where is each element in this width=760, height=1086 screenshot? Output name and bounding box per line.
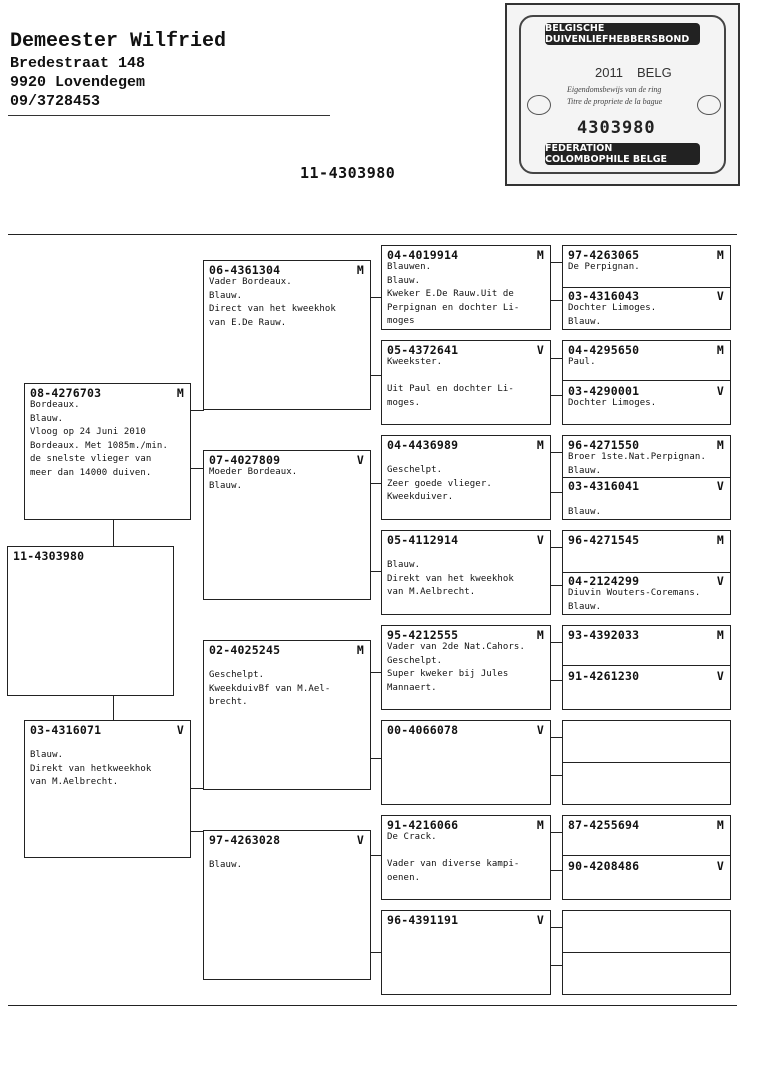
pair-divider <box>563 287 730 288</box>
stamp-bottom-banner: FEDERATION COLOMBOPHILE BELGE <box>545 143 700 165</box>
sex-marker: M <box>716 533 724 547</box>
sex-marker: V <box>176 723 184 737</box>
owner-city: 9920 Lovendegem <box>10 74 146 91</box>
connector <box>550 832 562 833</box>
pigeon-notes: Geschelpt. KweekduivBf van M.Ael- brecht. <box>209 670 331 707</box>
connector <box>550 737 562 738</box>
connector <box>550 585 562 586</box>
connector <box>190 788 204 789</box>
sex-marker: M <box>716 438 724 452</box>
connector <box>550 965 562 966</box>
connector <box>550 680 562 681</box>
ring-number: 08-4276703 <box>30 386 102 400</box>
sex-marker: V <box>716 859 724 873</box>
pair-divider <box>563 572 730 573</box>
ring-number: 04-4019914 <box>387 248 459 262</box>
stamp-top-banner: BELGISCHE DUIVENLIEFHEBBERSBOND <box>545 23 700 45</box>
owner-street: Bredestraat 148 <box>10 55 146 72</box>
pigeon-card-pair <box>562 435 731 520</box>
pigeon-card-great-grandparent <box>381 910 551 995</box>
pigeon-card-granddam-maternal <box>203 830 371 980</box>
owner-block <box>10 30 226 111</box>
ring-number: 03-4316071 <box>30 723 102 737</box>
pigeon-card-subject <box>7 546 174 696</box>
connector <box>550 262 562 263</box>
ring-number: 97-4263028 <box>209 833 281 847</box>
sex-marker: V <box>716 289 724 303</box>
pigeon-card-great-grandparent <box>381 530 551 615</box>
ring-number: 05-4112914 <box>387 533 459 547</box>
sex-marker: V <box>716 669 724 683</box>
pigeon-card-pair <box>562 720 731 805</box>
sex-marker: V <box>536 343 544 357</box>
stamp-line-2: Titre de propriete de la bague <box>567 97 663 106</box>
pigeon-card-granddam-paternal <box>203 450 371 600</box>
connector <box>550 870 562 871</box>
pigeon-notes: Broer 1ste.Nat.Perpignan. Blauw. <box>568 452 706 476</box>
ring-number: 93-4392033 <box>568 628 640 642</box>
pigeon-notes: Moeder Bordeaux. Blauw. <box>209 467 298 491</box>
owner-name: Demeester Wilfried <box>10 30 227 53</box>
connector <box>550 775 562 776</box>
ring-number: 06-4361304 <box>209 263 281 277</box>
connector <box>550 642 562 643</box>
ring-number: 04-4295650 <box>568 343 640 357</box>
stamp-country: BELG <box>637 65 672 80</box>
pigeon-notes: Kweekster. Uit Paul en dochter Li- moges. <box>387 357 514 408</box>
sex-marker: M <box>716 628 724 642</box>
connector <box>550 300 562 301</box>
pigeon-card-mother <box>24 720 191 858</box>
top-rule <box>8 234 737 235</box>
ring-number: 91-4261230 <box>568 669 640 683</box>
pigeon-card-father <box>24 383 191 520</box>
pigeon-notes: Vader Bordeaux. Blauw. Direct van het kweekhok van E.De Rauw. <box>209 277 336 328</box>
pigeon-card-pair <box>562 245 731 330</box>
sex-marker: V <box>716 574 724 588</box>
sex-marker: M <box>356 263 364 277</box>
sex-marker: V <box>716 479 724 493</box>
pigeon-card-grandsire-paternal <box>203 260 371 410</box>
sex-marker: V <box>536 533 544 547</box>
ring-number: 96-4271550 <box>568 438 640 452</box>
pigeon-card-great-grandparent <box>381 245 551 330</box>
ownership-certificate-stamp <box>505 3 740 186</box>
ring-number: 91-4216066 <box>387 818 459 832</box>
ring-number: 96-4391191 <box>387 913 459 927</box>
connector <box>550 927 562 928</box>
sex-marker: M <box>536 818 544 832</box>
stamp-line-1: Eigendomsbewijs van de ring <box>567 85 662 94</box>
pair-divider <box>563 665 730 666</box>
pigeon-card-great-grandparent <box>381 815 551 900</box>
pigeon-card-pair <box>562 340 731 425</box>
pigeon-card-great-grandparent <box>381 435 551 520</box>
connector <box>113 519 114 547</box>
sex-marker: V <box>536 723 544 737</box>
pigeon-notes: De Perpignan. <box>568 262 640 272</box>
ring-number: 87-4255694 <box>568 818 640 832</box>
sex-marker: M <box>356 643 364 657</box>
sex-marker: M <box>716 818 724 832</box>
bottom-rule <box>8 1005 737 1006</box>
owner-phone: 09/3728453 <box>10 93 101 110</box>
pigeon-card-pair <box>562 530 731 615</box>
connector <box>550 492 562 493</box>
sex-marker: V <box>536 913 544 927</box>
pigeon-notes: Blauw. <box>209 860 243 870</box>
pigeon-card-great-grandparent <box>381 340 551 425</box>
ring-number: 90-4208486 <box>568 859 640 873</box>
ring-number: 05-4372641 <box>387 343 459 357</box>
sex-marker: V <box>716 384 724 398</box>
sex-marker: V <box>356 453 364 467</box>
ring-number: 00-4066078 <box>387 723 459 737</box>
pigeon-notes: Blauwen. Blauw. Kweker E.De Rauw.Uit de Perpignan en dochter Li- moges <box>387 262 520 326</box>
ring-number: 02-4025245 <box>209 643 281 657</box>
sex-marker: M <box>176 386 184 400</box>
ring-number: 04-2124299 <box>568 574 640 588</box>
sex-marker: M <box>536 628 544 642</box>
ring-number: 03-4316041 <box>568 479 640 493</box>
main-ring-number: 11-4303980 <box>300 164 396 182</box>
sex-marker: M <box>536 438 544 452</box>
pair-divider <box>563 762 730 763</box>
sex-marker: M <box>716 248 724 262</box>
connector <box>190 468 204 469</box>
pair-divider <box>563 380 730 381</box>
crown-icon <box>697 95 721 115</box>
connector <box>550 547 562 548</box>
pigeon-notes: Blauw. Direkt van het kweekhok van M.Aelbrecht. <box>387 560 514 597</box>
pigeon-notes: Paul. <box>568 357 596 367</box>
ring-number: 03-4290001 <box>568 384 640 398</box>
ring-number: 03-4316043 <box>568 289 640 303</box>
stamp-year: 2011 <box>595 65 623 80</box>
connector <box>190 410 204 411</box>
owner-divider <box>8 115 330 116</box>
pigeon-card-pair <box>562 625 731 710</box>
pigeon-notes: Blauw. <box>568 506 602 517</box>
pigeon-card-great-grandparent <box>381 625 551 710</box>
connector <box>550 452 562 453</box>
ring-number: 07-4027809 <box>209 453 281 467</box>
pigeon-notes: Vader van 2de Nat.Cahors. Geschelpt. Super kweker bij Jules Mannaert. <box>387 642 525 693</box>
ring-number: 96-4271545 <box>568 533 640 547</box>
pigeon-notes: Blauw. Direkt van hetkweekhok van M.Aelbrecht. <box>30 750 152 787</box>
sex-marker: M <box>536 248 544 262</box>
pigeon-notes: Geschelpt. Zeer goede vlieger. Kweekduiver. <box>387 465 492 502</box>
pigeon-card-pair <box>562 910 731 995</box>
pigeon-card-great-grandparent <box>381 720 551 805</box>
pigeon-notes: Dochter Limoges. Blauw. <box>568 303 657 327</box>
connector <box>190 831 204 832</box>
sex-marker: M <box>716 343 724 357</box>
ring-number: 97-4263065 <box>568 248 640 262</box>
ring-number: 11-4303980 <box>13 549 85 563</box>
pair-divider <box>563 855 730 856</box>
pair-divider <box>563 952 730 953</box>
pigeon-notes: Dochter Limoges. <box>568 398 657 408</box>
crest-icon <box>527 95 551 115</box>
pigeon-card-pair <box>562 815 731 900</box>
pigeon-notes: Diuvin Wouters-Coremans. Blauw. <box>568 588 701 612</box>
connector <box>550 358 562 359</box>
pigeon-notes: De Crack. Vader van diverse kampi- oenen. <box>387 832 520 883</box>
stamp-ring-number: 4303980 <box>577 118 656 138</box>
connector <box>113 695 114 721</box>
connector <box>550 395 562 396</box>
pigeon-card-grandsire-maternal <box>203 640 371 790</box>
sex-marker: V <box>356 833 364 847</box>
pigeon-notes: Bordeaux. Blauw. Vloog op 24 Juni 2010 Bordeaux. Met 1085m./min. de snelste vlieger van meer dan 14000 duiven. <box>30 400 168 478</box>
ring-number: 95-4212555 <box>387 628 459 642</box>
pair-divider <box>563 477 730 478</box>
ring-number: 04-4436989 <box>387 438 459 452</box>
